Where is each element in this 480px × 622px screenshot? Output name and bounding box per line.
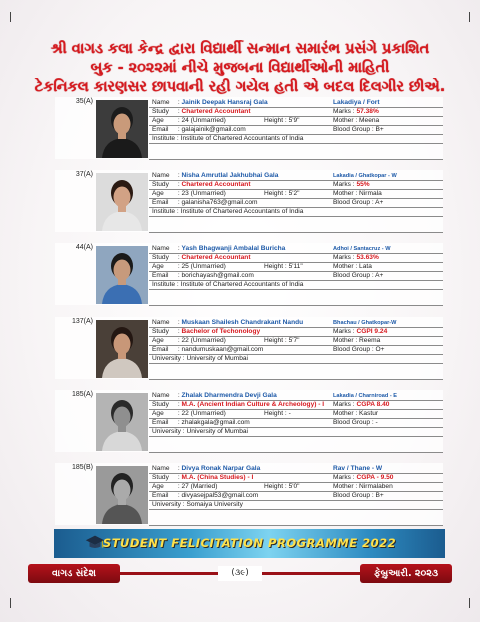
study-row: Study : M.A. (China Studies) - I: [152, 474, 254, 481]
footer-magazine-name: વાગડ સંદેશ: [28, 564, 120, 583]
student-height: 5'2": [288, 190, 300, 197]
student-mother: Reema: [359, 337, 381, 344]
student-email: nandumuskaan@gmail.com: [181, 346, 264, 353]
student-age: 25 (Unmarried): [181, 263, 226, 270]
mother-cell: [333, 409, 378, 418]
banner-text: STUDENT FELICITATION PROGRAMME 2022: [102, 536, 397, 550]
student-mother: Meena: [359, 117, 380, 124]
height-label: Height :: [264, 190, 287, 197]
place-cell: [333, 244, 391, 253]
student-blood: A+: [375, 272, 384, 279]
study-label: Study: [152, 328, 169, 335]
blood-cell: [333, 198, 383, 207]
student-place: Lakadia / Charniroad - E: [333, 393, 398, 399]
student-mother: Kastur: [359, 410, 379, 417]
student-institute: Institute of Chartered Accountants of India: [180, 208, 304, 215]
student-card: [55, 317, 443, 379]
page-number: (૩૯): [218, 566, 262, 581]
name-row: Name : Yash Bhagwanji Ambalal Buricha: [152, 245, 286, 252]
student-height: -: [288, 410, 291, 417]
crop-mark-top-right: [460, 12, 470, 22]
height-label: Height :: [264, 483, 287, 490]
student-photo: [96, 246, 148, 304]
name-row: Name : Divya Ronak Narpar Gala: [152, 465, 261, 472]
student-card: [55, 243, 443, 305]
student-photo: [96, 466, 148, 524]
divider: [149, 379, 443, 380]
name-label: Name: [152, 392, 170, 399]
name-row: Name : Zhalak Dharmendra Devji Gala: [152, 392, 277, 399]
student-place: Lakadia / Ghatkopar - W: [333, 173, 397, 179]
email-label: Email: [152, 419, 169, 426]
institute-label: Institute :: [152, 208, 179, 215]
study-row: Study : Chartered Accountant: [152, 108, 251, 115]
student-email: galanisha763@gmail.com: [181, 199, 258, 206]
student-university: University of Mumbai: [186, 428, 249, 435]
height-label: Height :: [264, 117, 287, 124]
mother-cell: [333, 189, 382, 198]
student-marks: CGPA - 9.50: [356, 474, 394, 481]
student-place: Bhachau / Ghatkopar-W: [333, 320, 397, 326]
student-blood: O+: [375, 346, 385, 353]
mother-label: Mother :: [333, 190, 358, 197]
student-number: 137(A): [71, 318, 93, 325]
blood-cell: [333, 345, 385, 354]
place-cell: [333, 464, 382, 473]
mother-label: Mother :: [333, 337, 358, 344]
page-footer: [28, 564, 452, 584]
place-cell: [333, 98, 380, 107]
student-name: Zhalak Dharmendra Devji Gala: [181, 392, 277, 399]
student-email: divyasejpal53@gmail.com: [181, 492, 259, 499]
student-age: 24 (Unmarried): [181, 117, 226, 124]
institute-row: [152, 207, 303, 216]
marks-label: Marks :: [333, 328, 355, 335]
student-photo: [96, 320, 148, 378]
person-photo-icon: [96, 173, 148, 231]
height-label: Height :: [264, 410, 287, 417]
crop-mark-bottom-right: [460, 598, 470, 608]
student-place: Rav / Thane - W: [333, 465, 383, 472]
place-cell: [333, 391, 397, 400]
email-label: Email: [152, 199, 169, 206]
blood-cell: [333, 125, 384, 134]
name-label: Name: [152, 465, 170, 472]
name-label: Name: [152, 245, 170, 252]
student-blood: A+: [375, 199, 384, 206]
student-institute: Institute of Chartered Accountants of India: [180, 135, 304, 142]
mother-cell: [333, 336, 380, 345]
student-name: Divya Ronak Narpar Gala: [181, 465, 261, 472]
blood-label: Blood Group :: [333, 199, 374, 206]
university-label: University :: [152, 501, 185, 508]
divider: [149, 289, 443, 290]
blood-label: Blood Group :: [333, 126, 374, 133]
study-label: Study: [152, 474, 169, 481]
marks-label: Marks :: [333, 401, 355, 408]
student-study: M.A. (Ancient Indian Culture & Archeology) - I: [181, 401, 325, 408]
age-row: Age : 25 (Unmarried) Height : 5'11": [152, 263, 303, 270]
name-label: Name: [152, 99, 170, 106]
study-row: Study : Bachelor of Techonology: [152, 328, 261, 335]
crop-mark-bottom-left: [10, 598, 20, 608]
student-name: Muskaan Shailesh Chandrakant Nandu: [181, 319, 304, 326]
institute-row: [152, 500, 243, 509]
institute-label: Institute :: [152, 135, 179, 142]
height-label: Height :: [264, 337, 287, 344]
institute-row: [152, 280, 303, 289]
mother-label: Mother :: [333, 117, 358, 124]
mother-cell: [333, 482, 393, 491]
age-row: Age : 27 (Married) Height : 5'0": [152, 483, 300, 490]
student-name: Jainik Deepak Hansraj Gala: [181, 99, 268, 106]
name-row: Name : Muskaan Shailesh Chandrakant Nandu: [152, 319, 304, 326]
age-label: Age: [152, 483, 164, 490]
student-blood: -: [375, 419, 378, 426]
institute-row: [152, 354, 248, 363]
student-marks: CGPA 8.40: [356, 401, 390, 408]
student-university: University of Mumbai: [186, 355, 249, 362]
university-label: University :: [152, 428, 185, 435]
marks-cell: [333, 253, 379, 262]
study-row: Study : Chartered Accountant: [152, 181, 251, 188]
student-marks: 53.63%: [356, 254, 379, 261]
email-row: Email : galanisha763@gmail.com: [152, 199, 258, 206]
name-row: Name : Jainik Deepak Hansraj Gala: [152, 99, 268, 106]
student-height: 5'7": [288, 337, 300, 344]
student-mother: Nirmala: [359, 190, 382, 197]
study-row: Study : M.A. (Ancient Indian Culture & Archeology) - I: [152, 401, 325, 408]
blood-cell: [333, 491, 384, 500]
student-study: Chartered Accountant: [181, 254, 251, 261]
student-blood: B+: [375, 492, 384, 499]
email-label: Email: [152, 272, 169, 279]
heading-line-1: શ્રી વાગડ કલા કેન્દ્ર દ્વારા વિદ્યાર્થી સન્માન સમારંભ પ્રસંગે પ્રકાશિત: [50, 41, 430, 57]
email-label: Email: [152, 126, 169, 133]
study-label: Study: [152, 108, 169, 115]
age-label: Age: [152, 190, 164, 197]
place-cell: [333, 318, 396, 327]
height-label: Height :: [264, 263, 287, 270]
marks-label: Marks :: [333, 181, 355, 188]
blood-cell: [333, 271, 383, 280]
mother-cell: [333, 116, 379, 125]
student-study: M.A. (China Studies) - I: [181, 474, 254, 481]
student-number: 185(B): [71, 464, 93, 471]
student-photo: [96, 173, 148, 231]
age-row: Age : 22 (Unmarried) Height : -: [152, 410, 291, 417]
email-label: Email: [152, 346, 169, 353]
student-card: [55, 170, 443, 232]
student-email: borichayash@gmail.com: [181, 272, 254, 279]
person-photo-icon: [96, 320, 148, 378]
email-label: Email: [152, 492, 169, 499]
student-height: 5'9": [288, 117, 300, 124]
student-number: 185(A): [71, 391, 93, 398]
student-age: 22 (Unmarried): [181, 337, 226, 344]
blood-label: Blood Group :: [333, 492, 374, 499]
student-name: Yash Bhagwanji Ambalal Buricha: [181, 245, 286, 252]
age-row: Age : 24 (Unmarried) Height : 5'9": [152, 117, 300, 124]
blood-label: Blood Group :: [333, 419, 374, 426]
student-marks: 55%: [356, 181, 370, 188]
blood-label: Blood Group :: [333, 272, 374, 279]
institute-row: [152, 134, 303, 143]
person-photo-icon: [96, 246, 148, 304]
divider: [149, 509, 443, 510]
divider: [149, 143, 443, 144]
institute-label: Institute :: [152, 281, 179, 288]
institute-row: [152, 427, 248, 436]
heading-line-2: બુક - ૨૦૨૨માં નીચે મુજબના વિદ્યાર્થીઓની માહિતી: [90, 60, 390, 76]
divider: [149, 159, 443, 160]
student-study: Chartered Accountant: [181, 108, 251, 115]
student-study: Chartered Accountant: [181, 181, 251, 188]
student-age: 27 (Married): [181, 483, 218, 490]
student-height: 5'0": [288, 483, 300, 490]
mother-label: Mother :: [333, 410, 358, 417]
age-row: Age : 22 (Unmarried) Height : 5'7": [152, 337, 300, 344]
student-card: [55, 463, 443, 525]
marks-label: Marks :: [333, 254, 355, 261]
student-card: [55, 97, 443, 159]
student-place: Adhoi / Santacruz - W: [333, 246, 391, 252]
student-blood: B+: [375, 126, 384, 133]
student-age: 23 (Unmarried): [181, 190, 226, 197]
person-photo-icon: [96, 393, 148, 451]
study-label: Study: [152, 181, 169, 188]
university-label: University :: [152, 355, 185, 362]
email-row: Email : galajainik@gmail.com: [152, 126, 246, 133]
study-row: Study : Chartered Accountant: [152, 254, 251, 261]
student-marks: 57.38%: [356, 108, 379, 115]
student-height: 5'11": [288, 263, 303, 270]
student-email: galajainik@gmail.com: [181, 126, 246, 133]
place-cell: [333, 171, 397, 180]
email-row: Email : borichayash@gmail.com: [152, 272, 254, 279]
student-marks: CGPI 9.24: [356, 328, 388, 335]
study-label: Study: [152, 401, 169, 408]
student-institute: Institute of Chartered Accountants of India: [180, 281, 304, 288]
divider: [149, 305, 443, 306]
student-mother: Nirmalaben: [359, 483, 393, 490]
student-number: 37(A): [75, 171, 93, 178]
name-label: Name: [152, 319, 170, 326]
age-label: Age: [152, 410, 164, 417]
student-number: 44(A): [75, 244, 93, 251]
student-photo: [96, 100, 148, 158]
divider: [149, 525, 443, 526]
mother-label: Mother :: [333, 483, 358, 490]
divider: [149, 436, 443, 437]
person-photo-icon: [96, 100, 148, 158]
name-row: Name : Nisha Amrutlal Jakhubhai Gala: [152, 172, 279, 179]
marks-label: Marks :: [333, 474, 355, 481]
marks-cell: [333, 327, 387, 336]
email-row: Email : zhalakgala@gmail.com: [152, 419, 250, 426]
study-label: Study: [152, 254, 169, 261]
student-mother: Lata: [359, 263, 372, 270]
marks-cell: [333, 107, 379, 116]
age-label: Age: [152, 263, 164, 270]
marks-cell: [333, 180, 370, 189]
email-row: Email : divyasejpal53@gmail.com: [152, 492, 259, 499]
divider: [149, 452, 443, 453]
marks-label: Marks :: [333, 108, 355, 115]
programme-banner: [54, 529, 445, 558]
page-heading: [20, 40, 460, 97]
student-card: [55, 390, 443, 452]
marks-cell: [333, 473, 393, 482]
student-photo: [96, 393, 148, 451]
student-name: Nisha Amrutlal Jakhubhai Gala: [181, 172, 279, 179]
mother-cell: [333, 262, 372, 271]
blood-cell: [333, 418, 378, 427]
blood-label: Blood Group :: [333, 346, 374, 353]
student-email: zhalakgala@gmail.com: [181, 419, 250, 426]
person-photo-icon: [96, 466, 148, 524]
student-study: Bachelor of Techonology: [181, 328, 261, 335]
student-number: 35(A): [75, 98, 93, 105]
name-label: Name: [152, 172, 170, 179]
email-row: Email : nandumuskaan@gmail.com: [152, 346, 264, 353]
student-place: Lakadiya / Fort: [333, 99, 380, 106]
divider: [149, 216, 443, 217]
divider: [149, 232, 443, 233]
age-row: Age : 23 (Unmarried) Height : 5'2": [152, 190, 300, 197]
marks-cell: [333, 400, 389, 409]
mother-label: Mother :: [333, 263, 358, 270]
crop-mark-top-left: [10, 12, 20, 22]
student-age: 22 (Unmarried): [181, 410, 226, 417]
divider: [149, 363, 443, 364]
age-label: Age: [152, 337, 164, 344]
heading-line-3: ટેકનિકલ કારણસર છાપવાની રહી ગયેલ હતી એ બદલ દિલગીર છીએ.: [34, 79, 446, 95]
footer-date: ફેબ્રુઆરી. ૨૦૨૩: [360, 564, 452, 583]
student-university: Somaiya University: [186, 501, 243, 508]
age-label: Age: [152, 117, 164, 124]
